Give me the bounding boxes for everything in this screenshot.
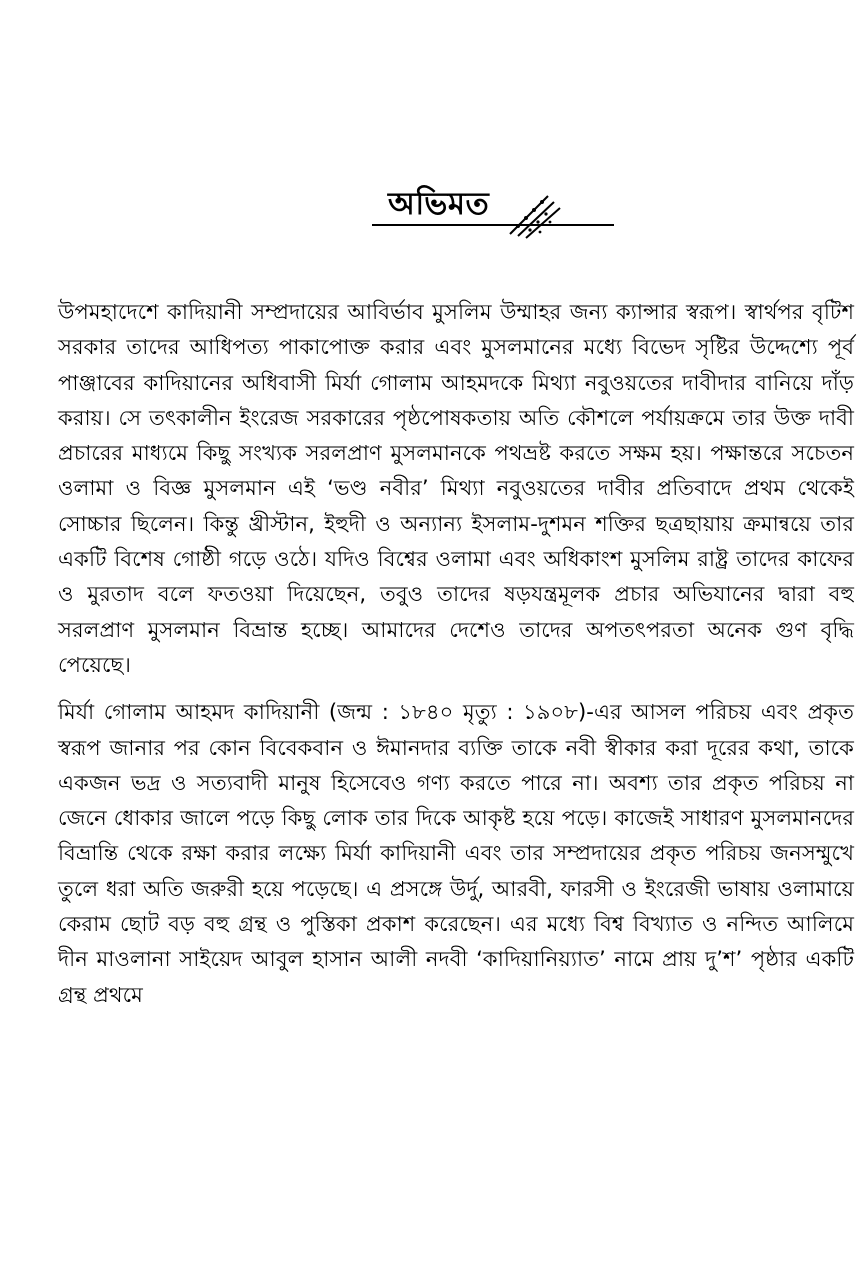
decorative-flourish-icon xyxy=(504,188,564,240)
title-underline xyxy=(372,224,614,226)
heading-block xyxy=(372,180,622,240)
paragraph-1: উপমহাদেশে কাদিয়ানী সম্প্রদায়ের আবির্ভাব মুসলিম উম্মাহর জন্য ক্যান্সার স্বরূপ। স্বার্থপর বৃটিশ সরকার তাদের আধিপত্য পাকাপোক্ত করার এবং মুসলমানের মধ্যে বিভেদ সৃষ্টির উদ্দেশ্যে পূর্ব পাঞ্জাবের কাদিয়ানের অধিবাসী মির্যা গোলাম আহমদকে মিথ্যা নবুওয়তের দাবীদার বানিয়ে দাঁড় করায়। সে তৎকালীন ইংরেজ সরকারের পৃষ্ঠপোষকতায় অতি কৌশলে পর্যায়ক্রমে তার উক্ত দাবী প্রচারের মাধ্যমে কিছু সংখ্যক সরলপ্রাণ মুসলমানকে পথভ্রষ্ট করতে সক্ষম হয়। পক্ষান্তরে সচেতন ওলামা ও বিজ্ঞ মুসলমান এই ‘ভণ্ড নবীর’ মিথ্যা নবুওয়তের দাবীর প্রতিবাদে প্রথম থেকেই সোচ্চার ছিলেন। কিন্তু খ্রীস্টান, ইহুদী ও অন্যান্য ইসলাম-দুশমন শক্তির ছত্রছায়ায় ক্রমান্বয়ে তার একটি বিশেষ গোষ্ঠী গড়ে ওঠে। যদিও বিশ্বের ওলামা এবং অধিকাংশ মুসলিম রাষ্ট্র তাদের কাফের ও মুরতাদ বলে ফতওয়া দিয়েছেন, তবুও তাদের ষড়যন্ত্রমূলক প্রচার অভিযানের দ্বারা বহু সরলপ্রাণ মুসলমান বিভ্রান্ত হচ্ছে। আমাদের দেশেও তাদের অপতৎপরতা অনেক গুণ বৃদ্ধি পেয়েছে। xyxy=(58,299,854,677)
body-text xyxy=(58,294,854,1012)
page-title: অভিমত xyxy=(388,186,490,222)
paragraph-2: মির্যা গোলাম আহমদ কাদিয়ানী (জন্ম : ১৮৪০ মৃত্যু : ১৯০৮)-এর আসল পরিচয় এবং প্রকৃত স্বরূপ জানার পর কোন বিবেকবান ও ঈমানদার ব্যক্তি তাকে নবী স্বীকার করা দূরের কথা, তাকে একজন ভদ্র ও সত্যবাদী মানুষ হিসেবেও গণ্য করতে পারে না। অবশ্য তার প্রকৃত পরিচয় না জেনে ধোকার জালে পড়ে কিছু লোক তার দিকে আকৃষ্ট হয়ে পড়ে। কাজেই সাধারণ মুসলমানদের বিভ্রান্তি থেকে রক্ষা করার লক্ষ্যে মির্যা কাদিয়ানী এবং তার সম্প্রদায়ের প্রকৃত পরিচয় জনসম্মুখে তুলে ধরা অতি জরুরী হয়ে পড়েছে। এ প্রসঙ্গে উর্দু, আরবী, ফারসী ও ইংরেজী ভাষায় ওলামায়ে কেরাম ছোট বড় বহু গ্রন্থ ও পুস্তিকা প্রকাশ করেছেন। এর মধ্যে বিশ্ব বিখ্যাত ও নন্দিত আলিমে দীন মাওলানা সাইয়েদ আবুল হাসান আলী নদবী ‘কাদিয়ানিয়্যাত’ নামে প্রায় দু’শ’ পৃষ্ঠার একটি গ্রন্থ প্রথমে xyxy=(58,699,854,1007)
